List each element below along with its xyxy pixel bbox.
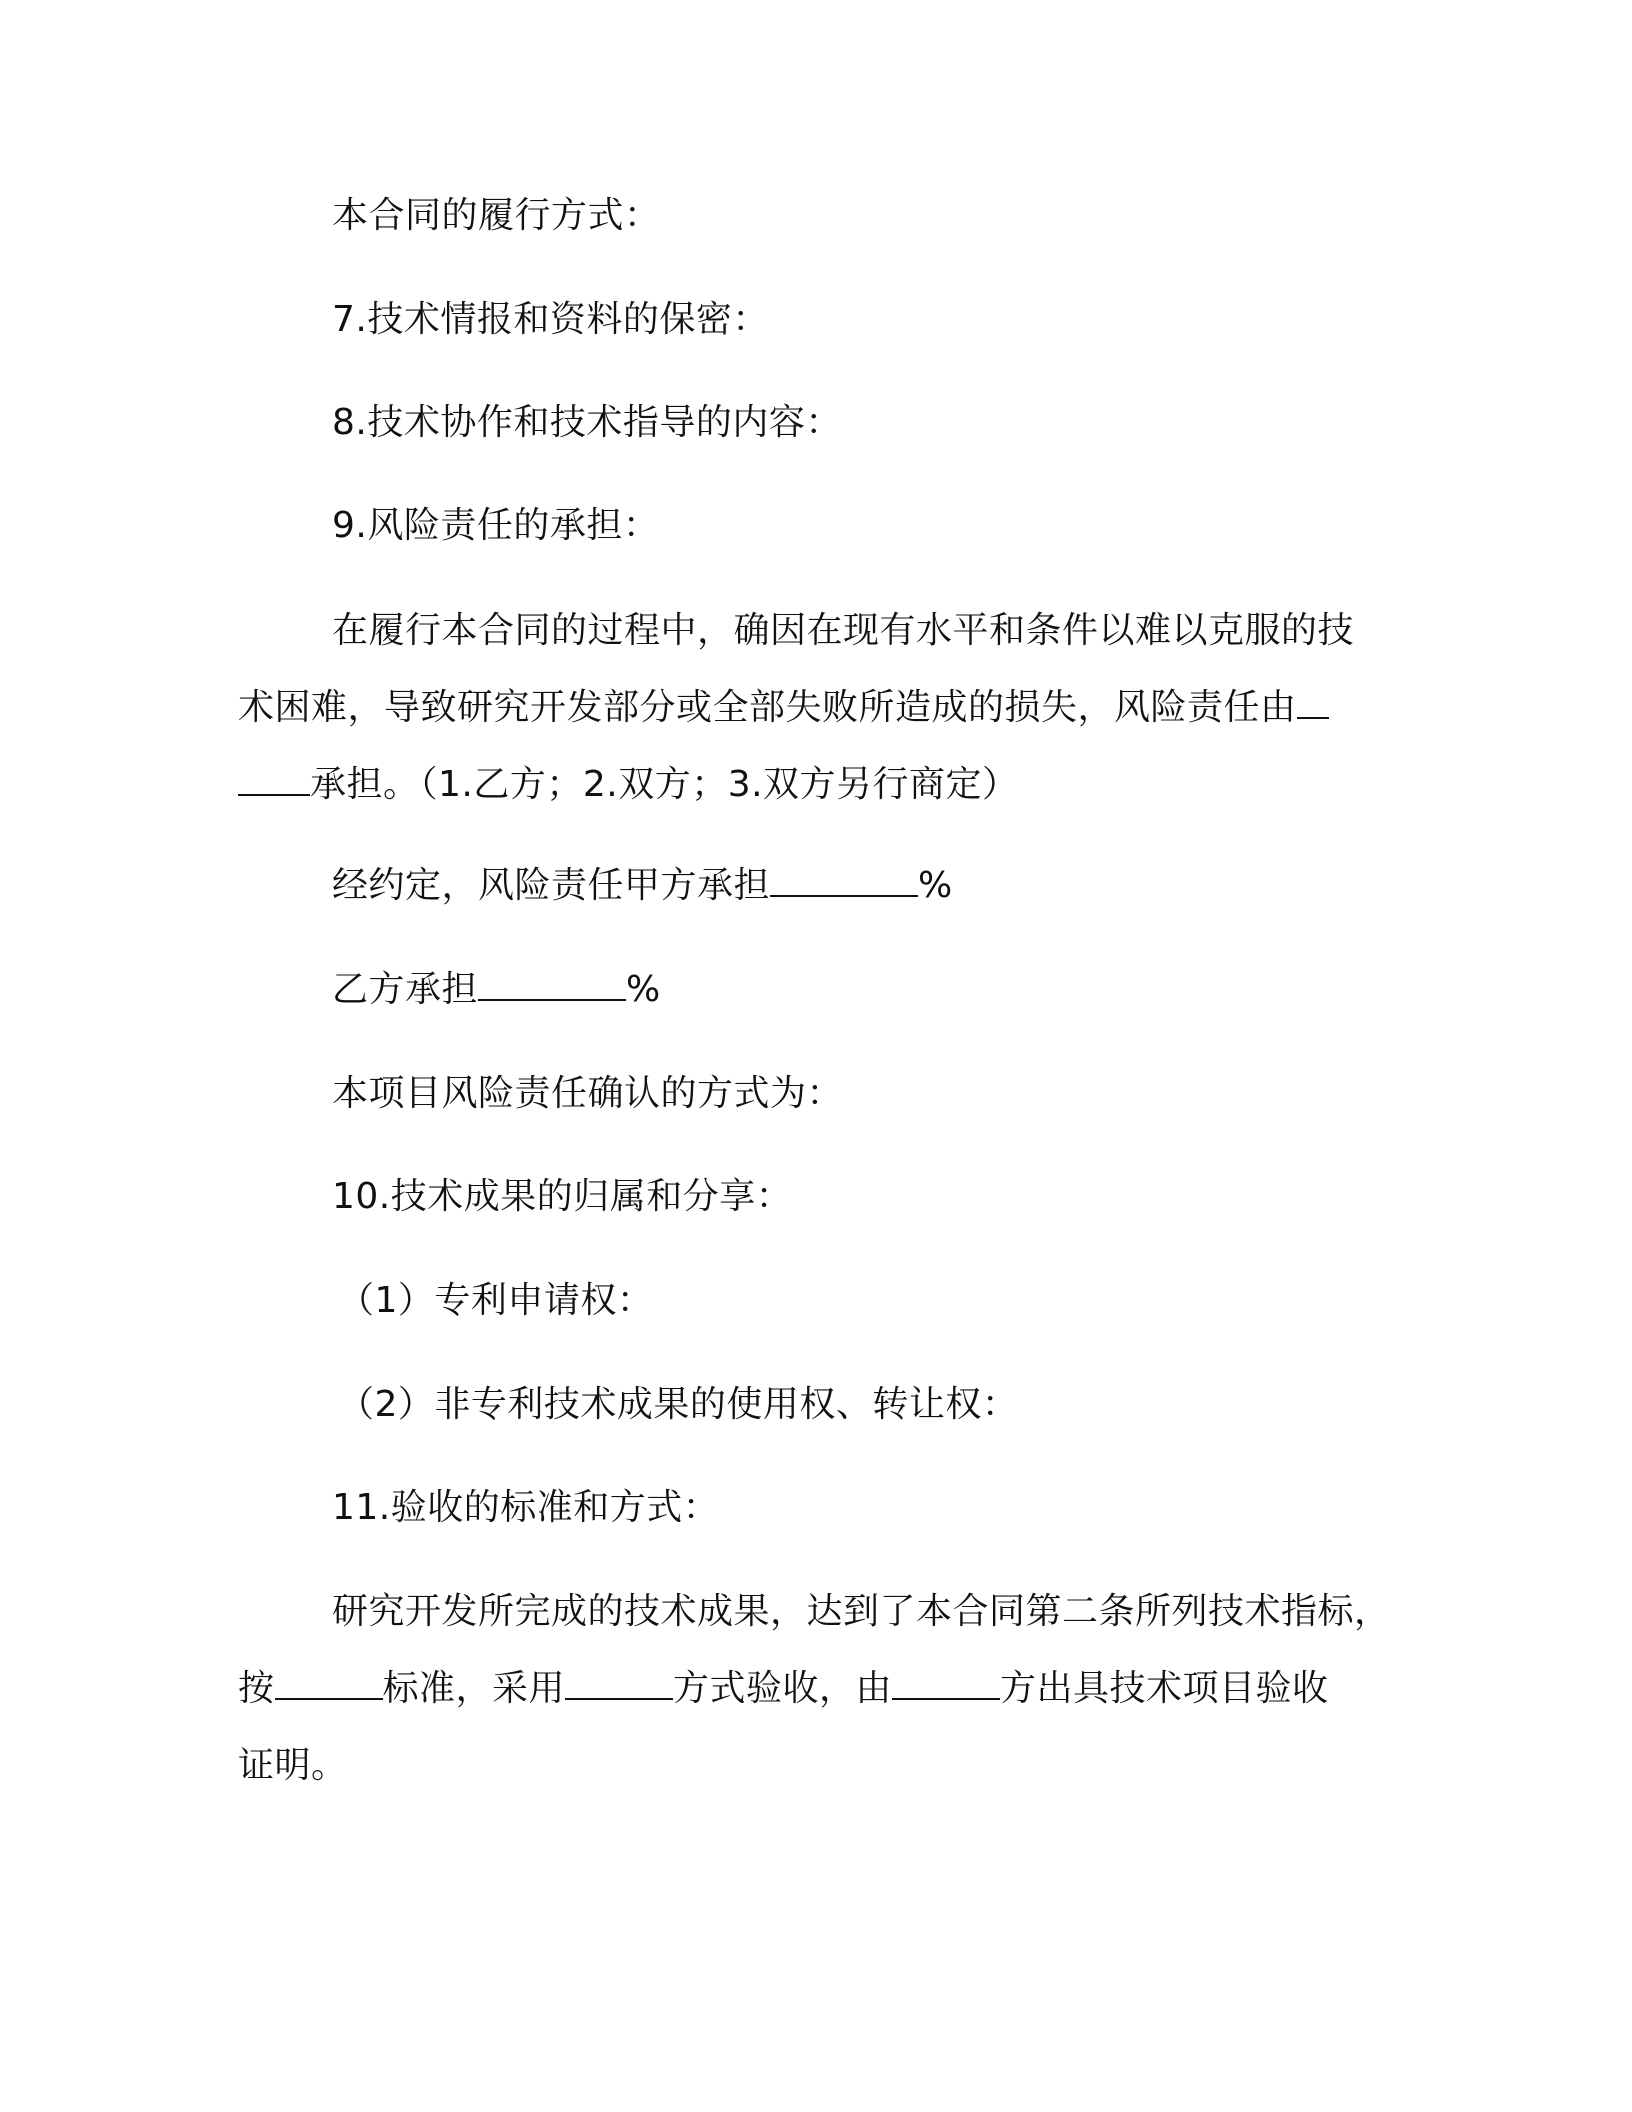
risk-paragraph-line-2-text: 术困难，导致研究开发部分或全部失败所造成的损失，风险责任由	[238, 687, 1297, 728]
party-a-percent-sign: %	[918, 865, 953, 906]
standard-blank	[275, 1668, 383, 1700]
party-a-percent-blank	[770, 865, 918, 897]
acceptance-paragraph-line-2	[238, 1667, 1329, 1711]
party-a-risk-share-line	[332, 864, 953, 908]
confidentiality-clause: 7.技术情报和资料的保密：	[332, 299, 769, 340]
issuer-blank	[892, 1668, 1000, 1700]
non-patent-results-rights: （2）非专利技术成果的使用权、转让权：	[338, 1384, 1019, 1425]
risk-paragraph-line-3	[238, 763, 1019, 807]
performance-method-line: 本合同的履行方式：	[332, 195, 661, 236]
technical-cooperation-clause: 8.技术协作和技术指导的内容：	[332, 402, 842, 443]
acceptance-by-text: 按	[238, 1668, 275, 1709]
risk-paragraph-line-2	[238, 686, 1329, 730]
acceptance-issuer-text: 方出具技术项目验收	[1000, 1668, 1329, 1709]
risk-confirmation-method: 本项目风险责任确认的方式为：	[332, 1073, 844, 1114]
risk-options-text: 承担。（1.乙方；2.双方；3.双方另行商定）	[310, 764, 1019, 805]
party-b-risk-label: 乙方承担	[332, 969, 479, 1010]
acceptance-paragraph-line-1: 研究开发所完成的技术成果，达到了本合同第二条所列技术指标，	[332, 1591, 1391, 1632]
risk-bearer-blank-end	[238, 764, 310, 796]
method-blank	[565, 1668, 673, 1700]
acceptance-method-text: 方式验收，由	[673, 1668, 893, 1709]
party-b-percent-blank	[478, 969, 626, 1001]
party-b-percent-sign: %	[626, 969, 661, 1010]
risk-responsibility-clause: 9.风险责任的承担：	[332, 505, 660, 546]
risk-bearer-blank-start	[1297, 687, 1329, 719]
party-a-risk-label: 经约定，风险责任甲方承担	[332, 865, 771, 906]
acceptance-standards-clause: 11.验收的标准和方式：	[332, 1487, 720, 1528]
risk-paragraph-line-1: 在履行本合同的过程中，确因在现有水平和条件以难以克服的技	[332, 610, 1355, 651]
acceptance-standard-text: 标准，采用	[382, 1668, 566, 1709]
party-b-risk-share-line	[332, 968, 661, 1012]
acceptance-paragraph-line-3: 证明。	[238, 1745, 348, 1786]
patent-application-right: （1）专利申请权：	[338, 1280, 654, 1321]
results-ownership-clause: 10.技术成果的归属和分享：	[332, 1176, 793, 1217]
